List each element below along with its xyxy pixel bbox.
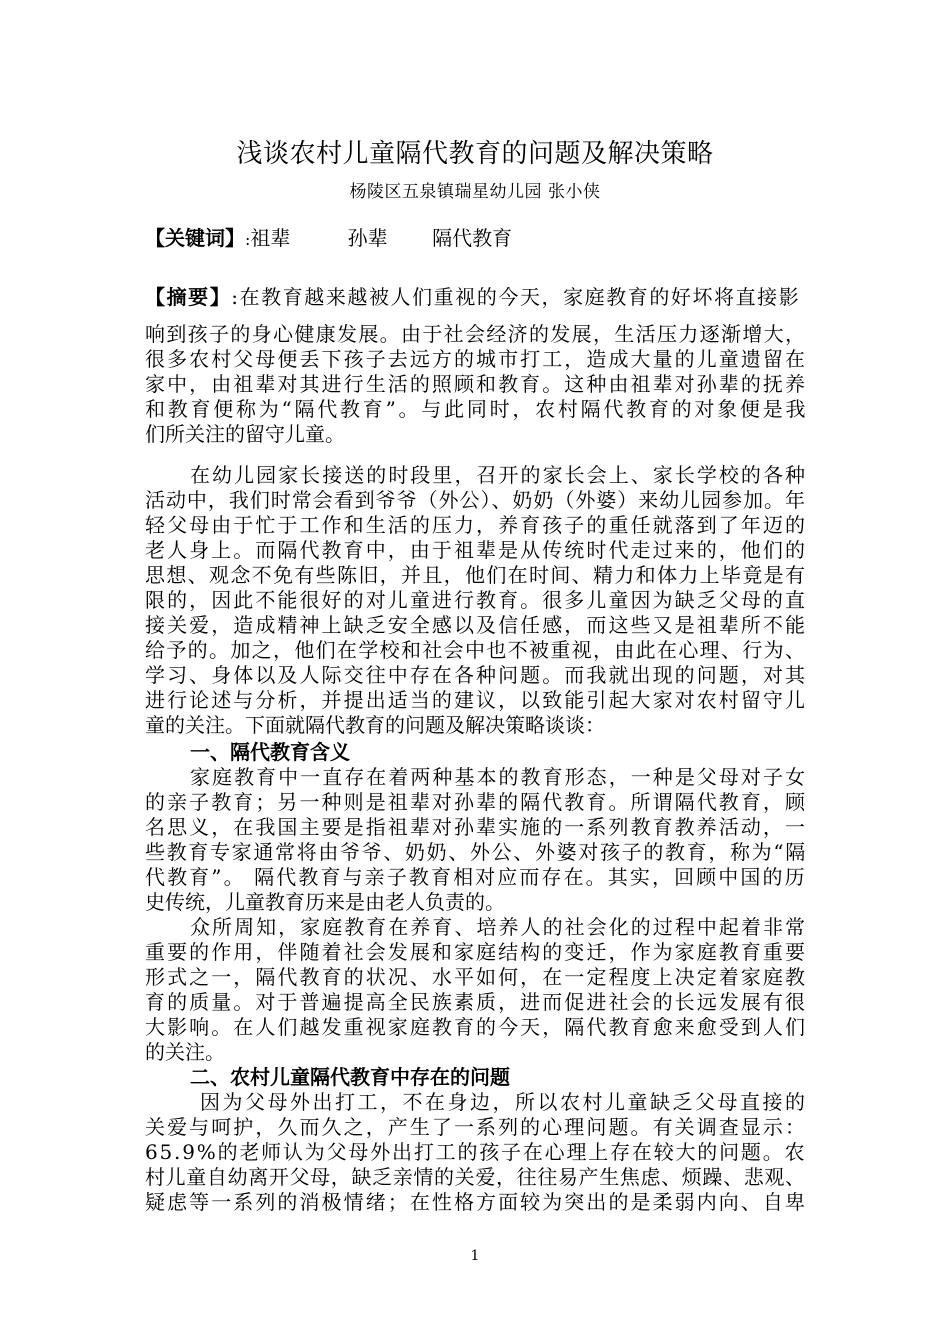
section1-para2-line: 的关注。 [145,1040,225,1064]
section1-para1-line: 名思义，在我国主要是指祖辈对孙辈实施的一系列教育教养活动，一 [145,815,808,839]
section1-para2-line: 育的质量。对于普遍提高全民族素质，进而促进社会的长远发展有很 [145,990,808,1014]
abstract-line: 和教育便称为“隔代教育”。与此同时，农村隔代教育的对象便是我 [145,397,809,421]
intro-line: 在幼儿园家长接送的时段里，召开的家长会上、家长学校的各种 [190,463,808,487]
intro-line: 轻父母由于忙于工作和生活的压力，养育孩子的重任就落到了年迈的 [145,513,808,537]
section1-para1-line: 史传统，儿童教育历来是由老人负责的。 [145,890,505,914]
section2-para1-line: 因为父母外出打工，不在身边，所以农村儿童缺乏父母直接的 [200,1090,808,1114]
keywords-separator: : [245,230,251,249]
section2-para1-line: 关爱与呵护，久而久之，产生了一系列的心理问题。有关调查显示： [145,1115,808,1139]
keyword-item: 孙辈 [347,226,388,250]
section1-para1-line: 的亲子教育；另一种则是祖辈对孙辈的隔代教育。所谓隔代教育，顾 [145,790,808,814]
abstract-text: :在教育越来越被人们重视的今天，家庭教育的好坏将直接影 [231,285,801,309]
abstract-label: 【摘要】 [145,285,232,309]
intro-line: 思想、观念不免有些陈旧，并且，他们在时间、精力和体力上毕竟是有 [145,563,807,587]
intro-line: 活动中，我们时常会看到爷爷（外公）、奶奶（外婆）来幼儿园参加。年 [145,488,806,512]
section2-para1-line: 疑虑等一系列的消极情绪；在性格方面较为突出的是柔弱内向、自卑 [145,1190,808,1214]
intro-line: 给予的。加之，他们在学校和社会中也不被重视，由此在心理、行为、 [145,638,807,662]
section-heading: 二、农村儿童隔代教育中存在的问题 [190,1065,510,1089]
intro-line: 童的关注。下面就隔代教育的问题及解决策略谈谈： [145,713,605,737]
abstract-line: 们所关注的留守儿童。 [145,422,345,446]
section1-para2-line: 重要的作用，伴随着社会发展和家庭结构的变迁，作为家庭教育重要 [145,940,808,964]
abstract-first-line [145,281,800,310]
intro-line: 进行论述与分析，并提出适当的建议，以致能引起大家对农村留守儿 [145,688,808,712]
keywords-line [145,222,512,251]
intro-line: 限的，因此不能很好的对儿童进行教育。很多儿童因为缺乏父母的直 [145,588,808,612]
section2-para1-line: 65.9%的老师认为父母外出打工的孩子在心理上存在较大的问题。农 [145,1140,807,1164]
section1-para2-line: 形式之一，隔代教育的状况、水平如何，在一定程度上决定着家庭教 [145,965,808,989]
section1-para1-line: 家庭教育中一直存在着两种基本的教育形态，一种是父母对子女 [190,765,808,789]
document-title: 浅谈农村儿童隔代教育的问题及解决策略 [236,139,714,169]
abstract-line: 响到孩子的身心健康发展。由于社会经济的发展，生活压力逐渐增大， [145,322,807,346]
intro-line: 接关爱，造成精神上缺乏安全感以及信任感，而这些又是祖辈所不能 [145,613,808,637]
keyword-item: 隔代教育 [432,226,513,250]
keyword-item: 祖辈 [250,226,291,250]
author-line: 杨陵区五泉镇瑞星幼儿园 张小侠 [349,182,601,202]
section1-para1-line: 些教育专家通常将由爷爷、奶奶、外公、外婆对孩子的教育，称为“隔 [145,840,807,864]
keywords-label: 【关键词】 [145,226,245,250]
section1-para2-line: 众所周知，家庭教育在养育、培养人的社会化的过程中起着非常 [190,915,808,939]
abstract-line: 家中，由祖辈对其进行生活的照顾和教育。这种由祖辈对孙辈的抚养 [145,372,808,396]
page-number: 1 [470,1248,480,1264]
section2-para1-line: 村儿童自幼离开父母，缺乏亲情的关爱，往往易产生焦虑、烦躁、悲观、 [145,1165,806,1189]
intro-line: 老人身上。而隔代教育中，由于祖辈是从传统时代走过来的，他们的 [145,538,808,562]
abstract-line: 很多农村父母便丢下孩子去远方的城市打工，造成大量的儿童遗留在 [145,347,808,371]
section-heading: 一、隔代教育含义 [190,740,350,764]
section1-para2-line: 大影响。在人们越发重视家庭教育的今天，隔代教育愈来愈受到人们 [145,1015,808,1039]
intro-line: 学习、身体以及人际交往中存在各种问题。而我就出现的问题，对其 [145,663,808,687]
section1-para1-line: 代教育”。 隔代教育与亲子教育相对应而存在。其实，回顾中国的历 [145,865,807,889]
